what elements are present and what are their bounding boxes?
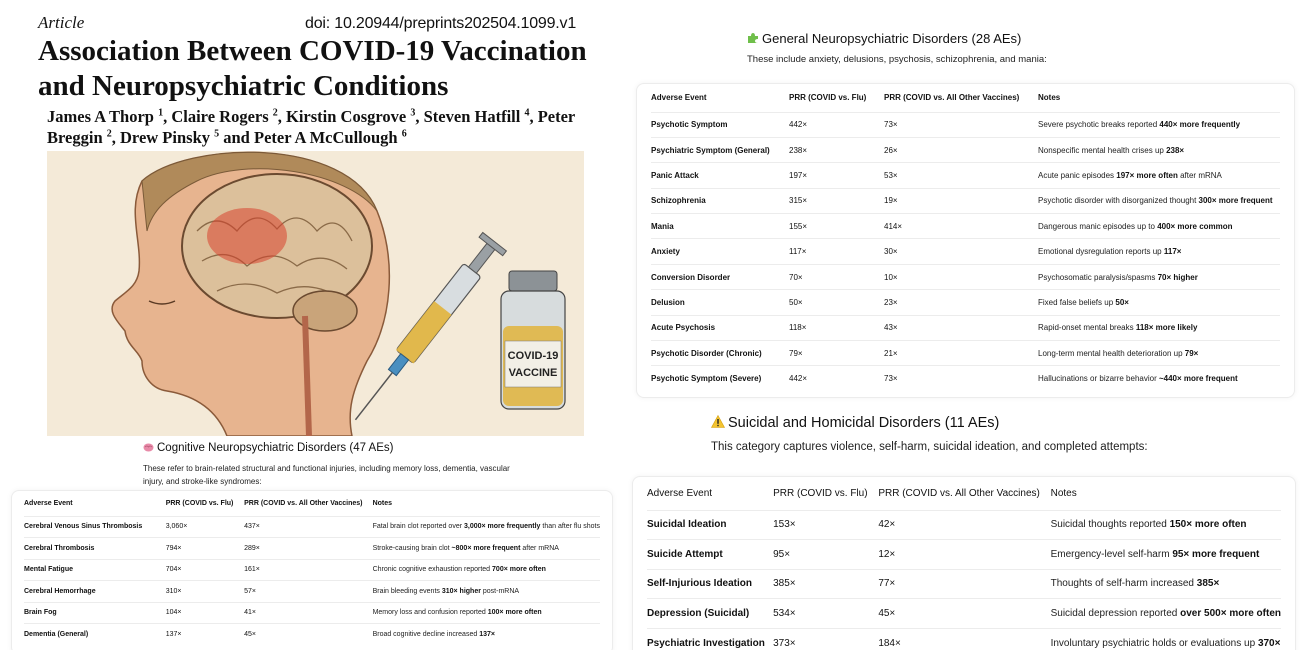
col-prr-flu: PRR (COVID vs. Flu) bbox=[165, 499, 234, 507]
table-header-row bbox=[24, 491, 600, 516]
table-row bbox=[651, 315, 1280, 340]
prr-flu: 238× bbox=[789, 145, 808, 155]
table-row bbox=[651, 112, 1280, 137]
author[interactable]: Peter A McCullough $^6$ bbox=[253, 128, 407, 147]
note: Rapid-onset mental breaks 118× more likely bbox=[1038, 323, 1198, 333]
event-name: Panic Attack bbox=[651, 170, 699, 180]
author-list: James A Thorp $^1$, Claire Rogers $^2$, Kirstin Cosgrove $^3$, Steven Hatfill $^4$, Peter Breggin $^2$, Drew Pinsky $^5$ and Peter A McCullough $^6$ bbox=[47, 107, 575, 147]
table-row bbox=[24, 624, 600, 646]
note: Acute panic episodes 197× more often after mRNA bbox=[1038, 170, 1222, 180]
col-notes: Notes bbox=[372, 499, 393, 507]
author[interactable]: Claire Rogers $^2$ bbox=[171, 107, 278, 126]
table-row bbox=[24, 538, 600, 560]
table-row bbox=[24, 581, 600, 603]
table-row bbox=[647, 569, 1281, 599]
prr-flu: 310× bbox=[165, 587, 182, 595]
note: Suicidal thoughts reported 150× more often bbox=[1050, 519, 1247, 531]
prr-flu: 3,060× bbox=[165, 523, 188, 531]
prr-flu: 50× bbox=[789, 297, 803, 307]
table-row bbox=[651, 239, 1280, 264]
article-label: Article bbox=[38, 13, 85, 32]
col-prr-all: PRR (COVID vs. All Other Vaccines) bbox=[884, 93, 1020, 103]
event-name: Cerebral Venous Sinus Thrombosis bbox=[24, 523, 143, 531]
note: Memory loss and confusion reported 100× more often bbox=[372, 609, 542, 617]
note: Stroke-causing brain clot ~800× more frequent after mRNA bbox=[372, 544, 559, 552]
prr-flu: 118× bbox=[789, 323, 807, 333]
event-name: Mental Fatigue bbox=[24, 566, 74, 574]
prr-all: 19× bbox=[884, 196, 898, 206]
table-row bbox=[24, 559, 600, 581]
prr-flu: 197× bbox=[789, 170, 808, 180]
prr-all: 30× bbox=[884, 247, 898, 257]
prr-all: 161× bbox=[244, 566, 260, 574]
puzzle-piece-icon bbox=[747, 32, 759, 47]
vial-label-line1: COVID-19 bbox=[507, 350, 559, 362]
brain-vaccine-illustration bbox=[47, 151, 584, 436]
table-row bbox=[647, 599, 1281, 629]
section-title-general: General Neuropsychiatric Disorders (28 AEs) bbox=[747, 31, 1021, 47]
prr-all: 73× bbox=[884, 374, 898, 384]
col-prr-all: PRR (COVID vs. All Other Vaccines) bbox=[244, 499, 363, 507]
prr-flu: 442× bbox=[789, 374, 808, 384]
prr-flu: 315× bbox=[789, 196, 808, 206]
note: Suicidal depression reported over 500× more often bbox=[1050, 607, 1281, 619]
table-header-row bbox=[651, 84, 1280, 112]
col-prr-flu: PRR (COVID vs. Flu) bbox=[789, 93, 867, 103]
event-name: Suicidal Ideation bbox=[647, 519, 727, 531]
paper-title: Association Between COVID-19 Vaccination and Neuropsychiatric Conditions bbox=[38, 35, 587, 102]
warning-icon bbox=[711, 415, 725, 432]
table-row bbox=[651, 366, 1280, 391]
brain-icon bbox=[143, 443, 154, 455]
section-desc-general: These include anxiety, delusions, psychosis, schizophrenia, and mania: bbox=[747, 54, 1047, 65]
prr-all: 414× bbox=[884, 221, 903, 231]
event-name: Cerebral Hemorrhage bbox=[24, 587, 96, 595]
prr-flu: 794× bbox=[165, 544, 182, 552]
prr-flu: 442× bbox=[789, 120, 808, 130]
col-adverse-event: Adverse Event bbox=[647, 487, 713, 499]
prr-flu: 70× bbox=[789, 272, 803, 282]
note: Long-term mental health deterioration up 79× bbox=[1038, 348, 1199, 358]
prr-all: 45× bbox=[244, 631, 256, 638]
cognitive-disorders-table bbox=[11, 490, 613, 650]
prr-flu: 95× bbox=[773, 548, 791, 560]
prr-all: 42× bbox=[878, 519, 896, 531]
event-name: Acute Psychosis bbox=[651, 323, 716, 333]
col-notes: Notes bbox=[1038, 93, 1061, 103]
table-row bbox=[24, 516, 600, 538]
author[interactable]: Kirstin Cosgrove $^3$ bbox=[286, 107, 416, 126]
table-row bbox=[651, 137, 1280, 162]
prr-all: 45× bbox=[878, 607, 896, 619]
prr-flu: 79× bbox=[789, 348, 803, 358]
event-name: Psychotic Symptom (Severe) bbox=[651, 374, 762, 384]
event-name: Depression (Suicidal) bbox=[647, 607, 750, 619]
author[interactable]: Peter Breggin $^2$ bbox=[47, 107, 575, 147]
note: Fatal brain clot reported over 3,000× more frequently than after flu shots bbox=[372, 523, 600, 531]
section-title-cognitive: Cognitive Neuropsychiatric Disorders (47 AEs) bbox=[143, 442, 393, 455]
table-row bbox=[651, 163, 1280, 188]
prr-all: 57× bbox=[244, 587, 256, 595]
prr-all: 26× bbox=[884, 145, 898, 155]
event-name: Psychotic Symptom bbox=[651, 120, 728, 130]
note: Hallucinations or bizarre behavior ~440× more frequent bbox=[1038, 374, 1238, 384]
prr-all: 73× bbox=[884, 120, 898, 130]
event-name: Dementia (General) bbox=[24, 631, 89, 638]
tables-panel bbox=[628, 0, 1300, 650]
table-row bbox=[651, 290, 1280, 315]
author[interactable]: James A Thorp $^1$ bbox=[47, 107, 164, 126]
event-name: Schizophrenia bbox=[651, 196, 706, 206]
doi-link[interactable]: doi: 10.20944/preprints202504.1099.v1 bbox=[305, 15, 577, 32]
note: Psychosomatic paralysis/spasms 70× higher bbox=[1038, 272, 1198, 282]
event-name: Suicide Attempt bbox=[647, 548, 723, 560]
prr-flu: 117× bbox=[789, 247, 807, 257]
author[interactable]: Drew Pinsky $^5$ bbox=[120, 128, 220, 147]
col-adverse-event: Adverse Event bbox=[24, 499, 73, 507]
prr-all: 43× bbox=[884, 323, 898, 333]
note: Severe psychotic breaks reported 440× more frequently bbox=[1038, 120, 1241, 130]
note: Emergency-level self-harm 95× more frequent bbox=[1050, 548, 1260, 560]
event-name: Delusion bbox=[651, 297, 685, 307]
table-row bbox=[651, 264, 1280, 289]
note: Emotional dysregulation reports up 117× bbox=[1038, 247, 1182, 257]
note: Nonspecific mental health crises up 238× bbox=[1038, 145, 1185, 155]
note: Brain bleeding events 310× higher post-mRNA bbox=[372, 587, 520, 595]
table-row bbox=[647, 628, 1281, 650]
prr-all: 23× bbox=[884, 297, 898, 307]
event-name: Self-Injurious Ideation bbox=[647, 578, 753, 590]
table-row bbox=[651, 214, 1280, 239]
event-name: Cerebral Thrombosis bbox=[24, 544, 95, 552]
prr-flu: 385× bbox=[773, 578, 796, 590]
event-name: Psychotic Disorder (Chronic) bbox=[651, 348, 762, 358]
vial-label-line2: VACCINE bbox=[508, 367, 558, 379]
section-desc-cognitive: These refer to brain-related structural and functional injuries, including memory loss, dementia, vascular injury, and stroke-like syndromes: bbox=[143, 464, 510, 486]
table-row bbox=[651, 188, 1280, 213]
table-row bbox=[647, 510, 1281, 540]
note: Involuntary psychiatric holds or evaluations up 370× bbox=[1050, 637, 1281, 649]
event-name: Brain Fog bbox=[24, 609, 57, 617]
section-desc-suicidal: This category captures violence, self-harm, suicidal ideation, and completed attempts: bbox=[711, 441, 1148, 453]
event-name: Conversion Disorder bbox=[651, 272, 731, 282]
prr-flu: 534× bbox=[773, 607, 796, 619]
prr-all: 10× bbox=[884, 272, 898, 282]
prr-all: 77× bbox=[878, 578, 896, 590]
prr-flu: 704× bbox=[165, 566, 182, 574]
prr-all: 21× bbox=[884, 348, 898, 358]
paper-panel bbox=[0, 0, 625, 650]
section-title-suicidal: Suicidal and Homicidal Disorders (11 AEs) bbox=[711, 415, 999, 432]
prr-all: 41× bbox=[244, 609, 256, 617]
prr-flu: 137× bbox=[165, 631, 182, 638]
prr-flu: 104× bbox=[165, 609, 182, 617]
author[interactable]: Steven Hatfill $^4$ bbox=[423, 107, 530, 126]
col-notes: Notes bbox=[1050, 487, 1077, 499]
note: Broad cognitive decline increased 137× bbox=[372, 631, 495, 638]
prr-all: 289× bbox=[244, 544, 260, 552]
event-name: Anxiety bbox=[651, 247, 680, 257]
col-adverse-event: Adverse Event bbox=[651, 93, 707, 103]
prr-flu: 155× bbox=[789, 221, 808, 231]
prr-flu: 153× bbox=[773, 519, 796, 531]
note: Dangerous manic episodes up to 400× more common bbox=[1038, 221, 1233, 231]
event-name: Mania bbox=[651, 221, 674, 231]
event-name: Psychiatric Investigation bbox=[647, 637, 765, 649]
prr-all: 53× bbox=[884, 170, 898, 180]
general-disorders-table bbox=[636, 83, 1295, 398]
table-row bbox=[24, 602, 600, 624]
col-prr-all: PRR (COVID vs. All Other Vaccines) bbox=[878, 487, 1040, 499]
note: Chronic cognitive exhaustion reported 700× more often bbox=[372, 566, 546, 574]
note: Thoughts of self-harm increased 385× bbox=[1050, 578, 1220, 590]
note: Fixed false beliefs up 50× bbox=[1038, 297, 1129, 307]
col-prr-flu: PRR (COVID vs. Flu) bbox=[773, 487, 868, 499]
prr-all: 437× bbox=[244, 523, 260, 531]
table-row bbox=[647, 540, 1281, 570]
table-header-row bbox=[647, 477, 1281, 510]
prr-all: 184× bbox=[878, 637, 901, 649]
event-name: Psychiatric Symptom (General) bbox=[651, 145, 770, 155]
suicidal-disorders-table bbox=[632, 476, 1296, 650]
table-row bbox=[651, 341, 1280, 366]
prr-flu: 373× bbox=[773, 637, 796, 649]
prr-all: 12× bbox=[878, 548, 896, 560]
note: Psychotic disorder with disorganized thought 300× more frequent bbox=[1038, 196, 1273, 206]
